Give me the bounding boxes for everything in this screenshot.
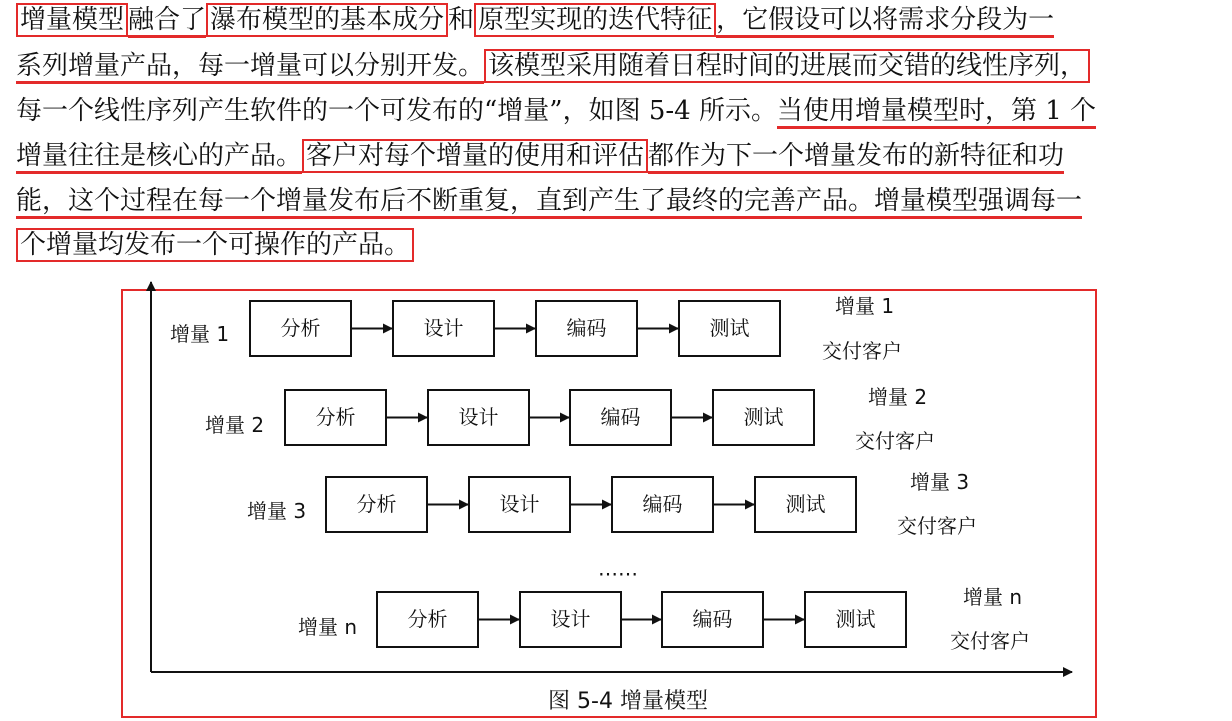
delivery-title: 增量 n [963, 585, 1023, 609]
ellipsis: …… [598, 556, 638, 581]
delivery-subtitle: 交付客户 [822, 339, 902, 363]
stage-label: 设计 [550, 607, 591, 631]
underlined-text: 当使用增量模型时，第 1 个 [777, 96, 1096, 129]
stage-label: 测试 [785, 492, 826, 516]
stage-label: 测试 [743, 405, 784, 429]
underlined-text: 系列增量产品，每一增量可以分别开发。 [16, 51, 484, 84]
highlight-box: 客户对每个增量的使用和评估 [302, 139, 648, 173]
stage-label: 设计 [458, 405, 499, 429]
delivery-subtitle: 交付客户 [897, 514, 977, 538]
increment-row-label: 增量 2 [205, 413, 265, 437]
stage-label: 测试 [709, 316, 750, 340]
highlight-box: 原型实现的迭代特征 [474, 3, 716, 37]
delivery-subtitle: 交付客户 [950, 629, 1030, 653]
underlined-text: 增量往往是核心的产品。 [16, 141, 302, 174]
delivery-title: 增量 1 [835, 294, 895, 318]
increment-row-label: 增量 3 [247, 499, 307, 523]
increment-row-label: 增量 1 [170, 322, 230, 346]
underlined-text: 都作为下一个增量发布的新特征和功 [648, 141, 1064, 174]
highlight-box: 增量模型 [16, 3, 128, 37]
stage-label: 编码 [566, 316, 607, 340]
underlined-text: 融合了 [128, 5, 206, 38]
stage-label: 分析 [280, 316, 321, 340]
delivery-title: 增量 3 [910, 470, 970, 494]
plain-text: 和 [448, 5, 475, 35]
stage-label: 分析 [356, 492, 397, 516]
stage-label: 编码 [642, 492, 683, 516]
underlined-text: 能，这个过程在每一个增量发布后不断重复，直到产生了最终的完善产品。增量模型强调每一 [16, 186, 1082, 219]
figure-caption: 图 5-4 增量模型 [548, 689, 708, 714]
stage-label: 分析 [407, 607, 448, 631]
stage-label: 设计 [499, 492, 540, 516]
underlined-text: ，它假设可以将需求分段为一 [716, 5, 1054, 38]
plain-text: 每一个线性序列产生软件的一个可发布的“增量”，如图 5-4 所示。 [16, 96, 777, 126]
stage-label: 测试 [835, 607, 876, 631]
delivery-subtitle: 交付客户 [855, 429, 935, 453]
delivery-title: 增量 2 [868, 385, 928, 409]
stage-label: 编码 [692, 607, 733, 631]
stage-label: 分析 [315, 405, 356, 429]
highlight-box: 个增量均发布一个可操作的产品。 [16, 228, 414, 262]
highlight-box: 该模型采用随着日程时间的进展而交错的线性序列， [484, 49, 1090, 83]
stage-label: 设计 [423, 316, 464, 340]
stage-label: 编码 [600, 405, 641, 429]
highlight-box: 瀑布模型的基本成分 [206, 3, 448, 37]
increment-row-label: 增量 n [298, 615, 358, 639]
